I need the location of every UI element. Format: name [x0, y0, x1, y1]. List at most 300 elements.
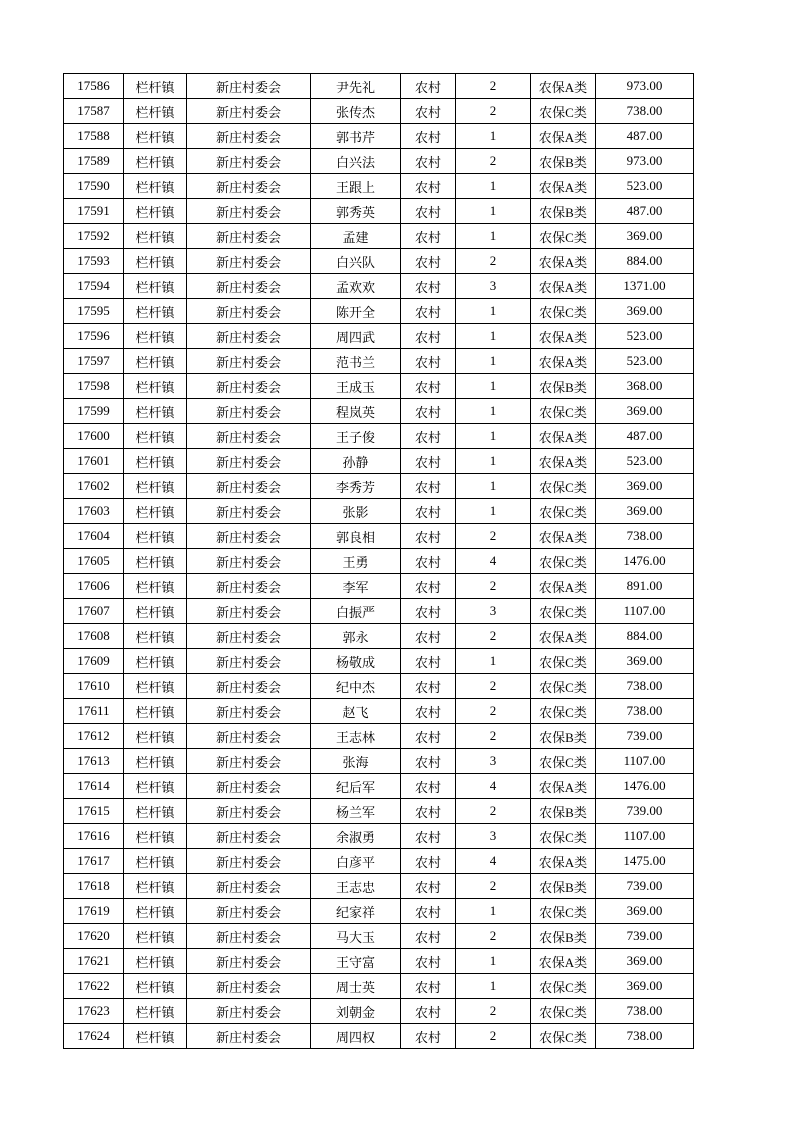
cell-village: 新庄村委会 [187, 524, 311, 549]
cell-town: 栏杆镇 [124, 449, 187, 474]
table-row [64, 399, 694, 424]
cell-type: 农村 [401, 474, 456, 499]
cell-category: 农保C类 [531, 999, 596, 1024]
cell-name: 白兴法 [311, 149, 401, 174]
cell-type: 农村 [401, 649, 456, 674]
cell-village: 新庄村委会 [187, 274, 311, 299]
cell-town: 栏杆镇 [124, 899, 187, 924]
table-row [64, 549, 694, 574]
cell-id: 17620 [64, 924, 124, 949]
table-row [64, 799, 694, 824]
cell-id: 17590 [64, 174, 124, 199]
cell-name: 程岚英 [311, 399, 401, 424]
cell-count: 2 [456, 724, 531, 749]
cell-name: 周四权 [311, 1024, 401, 1049]
cell-amount: 523.00 [596, 449, 694, 474]
cell-town: 栏杆镇 [124, 324, 187, 349]
cell-village: 新庄村委会 [187, 824, 311, 849]
cell-name: 张海 [311, 749, 401, 774]
cell-town: 栏杆镇 [124, 749, 187, 774]
cell-name: 王子俊 [311, 424, 401, 449]
cell-town: 栏杆镇 [124, 524, 187, 549]
cell-count: 1 [456, 474, 531, 499]
cell-type: 农村 [401, 774, 456, 799]
cell-count: 2 [456, 1024, 531, 1049]
cell-category: 农保B类 [531, 199, 596, 224]
cell-name: 范书兰 [311, 349, 401, 374]
cell-amount: 738.00 [596, 999, 694, 1024]
cell-id: 17603 [64, 499, 124, 524]
cell-name: 郭良相 [311, 524, 401, 549]
cell-town: 栏杆镇 [124, 174, 187, 199]
cell-id: 17598 [64, 374, 124, 399]
cell-village: 新庄村委会 [187, 349, 311, 374]
cell-village: 新庄村委会 [187, 774, 311, 799]
cell-amount: 884.00 [596, 249, 694, 274]
cell-category: 农保A类 [531, 624, 596, 649]
cell-id: 17608 [64, 624, 124, 649]
cell-town: 栏杆镇 [124, 199, 187, 224]
cell-name: 马大玉 [311, 924, 401, 949]
cell-town: 栏杆镇 [124, 274, 187, 299]
cell-name: 赵飞 [311, 699, 401, 724]
cell-id: 17612 [64, 724, 124, 749]
cell-category: 农保A类 [531, 849, 596, 874]
cell-category: 农保A类 [531, 449, 596, 474]
cell-category: 农保C类 [531, 299, 596, 324]
cell-amount: 884.00 [596, 624, 694, 649]
cell-name: 孟欢欢 [311, 274, 401, 299]
cell-count: 2 [456, 674, 531, 699]
cell-amount: 1476.00 [596, 549, 694, 574]
table-row [64, 124, 694, 149]
cell-type: 农村 [401, 524, 456, 549]
cell-town: 栏杆镇 [124, 999, 187, 1024]
cell-id: 17616 [64, 824, 124, 849]
cell-id: 17599 [64, 399, 124, 424]
table-row [64, 574, 694, 599]
cell-name: 王志林 [311, 724, 401, 749]
cell-amount: 369.00 [596, 299, 694, 324]
cell-count: 1 [456, 124, 531, 149]
cell-amount: 739.00 [596, 874, 694, 899]
table-row [64, 949, 694, 974]
cell-amount: 973.00 [596, 149, 694, 174]
cell-id: 17615 [64, 799, 124, 824]
cell-type: 农村 [401, 349, 456, 374]
cell-count: 1 [456, 649, 531, 674]
cell-amount: 487.00 [596, 124, 694, 149]
cell-amount: 369.00 [596, 649, 694, 674]
cell-type: 农村 [401, 574, 456, 599]
cell-count: 1 [456, 199, 531, 224]
cell-count: 1 [456, 449, 531, 474]
cell-town: 栏杆镇 [124, 1024, 187, 1049]
cell-type: 农村 [401, 249, 456, 274]
cell-town: 栏杆镇 [124, 249, 187, 274]
table-row [64, 99, 694, 124]
cell-amount: 738.00 [596, 524, 694, 549]
cell-type: 农村 [401, 499, 456, 524]
cell-count: 2 [456, 524, 531, 549]
cell-category: 农保B类 [531, 374, 596, 399]
cell-town: 栏杆镇 [124, 674, 187, 699]
cell-name: 纪家祥 [311, 899, 401, 924]
cell-name: 王勇 [311, 549, 401, 574]
cell-village: 新庄村委会 [187, 574, 311, 599]
cell-type: 农村 [401, 624, 456, 649]
cell-amount: 369.00 [596, 499, 694, 524]
cell-count: 1 [456, 174, 531, 199]
cell-count: 4 [456, 849, 531, 874]
cell-id: 17600 [64, 424, 124, 449]
cell-count: 3 [456, 274, 531, 299]
cell-village: 新庄村委会 [187, 299, 311, 324]
cell-id: 17617 [64, 849, 124, 874]
cell-type: 农村 [401, 849, 456, 874]
cell-town: 栏杆镇 [124, 499, 187, 524]
cell-type: 农村 [401, 274, 456, 299]
table-row [64, 174, 694, 199]
cell-id: 17589 [64, 149, 124, 174]
table-row [64, 699, 694, 724]
cell-type: 农村 [401, 99, 456, 124]
cell-category: 农保C类 [531, 824, 596, 849]
table-row [64, 874, 694, 899]
cell-id: 17592 [64, 224, 124, 249]
table-row [64, 199, 694, 224]
cell-village: 新庄村委会 [187, 949, 311, 974]
cell-count: 3 [456, 599, 531, 624]
cell-id: 17604 [64, 524, 124, 549]
cell-amount: 487.00 [596, 424, 694, 449]
cell-id: 17624 [64, 1024, 124, 1049]
cell-count: 2 [456, 999, 531, 1024]
table-row [64, 299, 694, 324]
cell-category: 农保A类 [531, 124, 596, 149]
table-row [64, 74, 694, 99]
cell-village: 新庄村委会 [187, 699, 311, 724]
cell-id: 17618 [64, 874, 124, 899]
cell-type: 农村 [401, 749, 456, 774]
cell-category: 农保A类 [531, 574, 596, 599]
cell-amount: 369.00 [596, 474, 694, 499]
cell-village: 新庄村委会 [187, 399, 311, 424]
cell-count: 1 [456, 424, 531, 449]
cell-amount: 739.00 [596, 799, 694, 824]
cell-town: 栏杆镇 [124, 974, 187, 999]
cell-town: 栏杆镇 [124, 549, 187, 574]
cell-amount: 369.00 [596, 224, 694, 249]
cell-village: 新庄村委会 [187, 249, 311, 274]
cell-type: 农村 [401, 999, 456, 1024]
cell-amount: 1476.00 [596, 774, 694, 799]
cell-name: 李军 [311, 574, 401, 599]
cell-id: 17613 [64, 749, 124, 774]
cell-count: 1 [456, 499, 531, 524]
table-row [64, 974, 694, 999]
cell-category: 农保C类 [531, 549, 596, 574]
cell-category: 农保A类 [531, 349, 596, 374]
cell-category: 农保C类 [531, 1024, 596, 1049]
cell-count: 3 [456, 824, 531, 849]
cell-village: 新庄村委会 [187, 799, 311, 824]
table-row [64, 899, 694, 924]
cell-count: 2 [456, 699, 531, 724]
cell-name: 尹先礼 [311, 74, 401, 99]
table-row [64, 924, 694, 949]
cell-amount: 739.00 [596, 924, 694, 949]
cell-id: 17606 [64, 574, 124, 599]
cell-village: 新庄村委会 [187, 224, 311, 249]
cell-town: 栏杆镇 [124, 299, 187, 324]
cell-village: 新庄村委会 [187, 899, 311, 924]
cell-id: 17601 [64, 449, 124, 474]
cell-town: 栏杆镇 [124, 424, 187, 449]
table-row [64, 424, 694, 449]
cell-name: 纪中杰 [311, 674, 401, 699]
table-row [64, 249, 694, 274]
cell-category: 农保A类 [531, 249, 596, 274]
cell-count: 1 [456, 949, 531, 974]
cell-amount: 738.00 [596, 674, 694, 699]
table-row [64, 524, 694, 549]
cell-name: 周士英 [311, 974, 401, 999]
cell-id: 17597 [64, 349, 124, 374]
cell-town: 栏杆镇 [124, 649, 187, 674]
cell-town: 栏杆镇 [124, 399, 187, 424]
cell-amount: 369.00 [596, 949, 694, 974]
cell-category: 农保C类 [531, 499, 596, 524]
cell-category: 农保A类 [531, 274, 596, 299]
cell-town: 栏杆镇 [124, 924, 187, 949]
table-row [64, 449, 694, 474]
cell-town: 栏杆镇 [124, 599, 187, 624]
cell-id: 17621 [64, 949, 124, 974]
cell-town: 栏杆镇 [124, 874, 187, 899]
cell-name: 纪后军 [311, 774, 401, 799]
cell-amount: 738.00 [596, 699, 694, 724]
cell-village: 新庄村委会 [187, 849, 311, 874]
cell-type: 农村 [401, 899, 456, 924]
cell-village: 新庄村委会 [187, 449, 311, 474]
records-table-body [64, 74, 694, 1049]
table-row [64, 649, 694, 674]
cell-name: 白振严 [311, 599, 401, 624]
table-row [64, 824, 694, 849]
cell-name: 杨兰军 [311, 799, 401, 824]
table-row [64, 374, 694, 399]
cell-id: 17623 [64, 999, 124, 1024]
table-row [64, 599, 694, 624]
cell-category: 农保B类 [531, 799, 596, 824]
table-row [64, 774, 694, 799]
cell-count: 2 [456, 574, 531, 599]
cell-town: 栏杆镇 [124, 74, 187, 99]
cell-town: 栏杆镇 [124, 374, 187, 399]
cell-amount: 368.00 [596, 374, 694, 399]
cell-category: 农保C类 [531, 474, 596, 499]
cell-type: 农村 [401, 674, 456, 699]
cell-type: 农村 [401, 699, 456, 724]
cell-village: 新庄村委会 [187, 724, 311, 749]
cell-name: 郭秀英 [311, 199, 401, 224]
cell-village: 新庄村委会 [187, 374, 311, 399]
table-row [64, 849, 694, 874]
cell-village: 新庄村委会 [187, 874, 311, 899]
cell-type: 农村 [401, 1024, 456, 1049]
cell-type: 农村 [401, 324, 456, 349]
cell-name: 张传杰 [311, 99, 401, 124]
cell-type: 农村 [401, 974, 456, 999]
cell-town: 栏杆镇 [124, 799, 187, 824]
cell-type: 农村 [401, 549, 456, 574]
table-row [64, 499, 694, 524]
cell-amount: 523.00 [596, 349, 694, 374]
cell-amount: 1107.00 [596, 749, 694, 774]
table-row [64, 324, 694, 349]
cell-category: 农保A类 [531, 524, 596, 549]
cell-name: 张影 [311, 499, 401, 524]
cell-amount: 487.00 [596, 199, 694, 224]
cell-village: 新庄村委会 [187, 999, 311, 1024]
cell-village: 新庄村委会 [187, 124, 311, 149]
cell-category: 农保C类 [531, 99, 596, 124]
cell-type: 农村 [401, 449, 456, 474]
cell-id: 17591 [64, 199, 124, 224]
cell-count: 4 [456, 549, 531, 574]
table-row [64, 349, 694, 374]
table-row [64, 724, 694, 749]
cell-category: 农保A类 [531, 949, 596, 974]
table-row [64, 624, 694, 649]
cell-village: 新庄村委会 [187, 674, 311, 699]
table-row [64, 674, 694, 699]
cell-town: 栏杆镇 [124, 349, 187, 374]
cell-type: 农村 [401, 399, 456, 424]
cell-count: 2 [456, 74, 531, 99]
table-row [64, 749, 694, 774]
cell-count: 1 [456, 399, 531, 424]
cell-count: 3 [456, 749, 531, 774]
cell-count: 2 [456, 99, 531, 124]
table-row [64, 149, 694, 174]
cell-amount: 369.00 [596, 974, 694, 999]
cell-category: 农保C类 [531, 699, 596, 724]
cell-category: 农保C类 [531, 399, 596, 424]
cell-amount: 369.00 [596, 899, 694, 924]
cell-type: 农村 [401, 174, 456, 199]
cell-id: 17622 [64, 974, 124, 999]
cell-category: 农保C类 [531, 599, 596, 624]
cell-count: 1 [456, 974, 531, 999]
cell-town: 栏杆镇 [124, 149, 187, 174]
records-table [63, 73, 694, 1049]
cell-type: 农村 [401, 924, 456, 949]
cell-type: 农村 [401, 599, 456, 624]
cell-count: 4 [456, 774, 531, 799]
cell-village: 新庄村委会 [187, 324, 311, 349]
cell-amount: 523.00 [596, 324, 694, 349]
cell-category: 农保A类 [531, 74, 596, 99]
cell-count: 1 [456, 349, 531, 374]
cell-amount: 1107.00 [596, 824, 694, 849]
cell-id: 17595 [64, 299, 124, 324]
cell-count: 2 [456, 799, 531, 824]
cell-village: 新庄村委会 [187, 749, 311, 774]
cell-village: 新庄村委会 [187, 499, 311, 524]
cell-name: 陈开全 [311, 299, 401, 324]
cell-type: 农村 [401, 874, 456, 899]
table-row [64, 999, 694, 1024]
cell-village: 新庄村委会 [187, 1024, 311, 1049]
cell-category: 农保C类 [531, 974, 596, 999]
cell-id: 17614 [64, 774, 124, 799]
cell-category: 农保B类 [531, 874, 596, 899]
cell-town: 栏杆镇 [124, 699, 187, 724]
cell-type: 农村 [401, 224, 456, 249]
cell-count: 2 [456, 249, 531, 274]
cell-type: 农村 [401, 424, 456, 449]
cell-count: 2 [456, 149, 531, 174]
cell-type: 农村 [401, 724, 456, 749]
cell-count: 1 [456, 899, 531, 924]
cell-id: 17605 [64, 549, 124, 574]
cell-id: 17607 [64, 599, 124, 624]
cell-id: 17586 [64, 74, 124, 99]
cell-amount: 1371.00 [596, 274, 694, 299]
cell-name: 李秀芳 [311, 474, 401, 499]
cell-category: 农保C类 [531, 649, 596, 674]
cell-town: 栏杆镇 [124, 624, 187, 649]
cell-category: 农保C类 [531, 749, 596, 774]
cell-count: 1 [456, 324, 531, 349]
cell-type: 农村 [401, 824, 456, 849]
cell-type: 农村 [401, 199, 456, 224]
cell-category: 农保B类 [531, 924, 596, 949]
cell-category: 农保A类 [531, 424, 596, 449]
cell-id: 17594 [64, 274, 124, 299]
cell-category: 农保B类 [531, 724, 596, 749]
cell-village: 新庄村委会 [187, 649, 311, 674]
cell-category: 农保A类 [531, 324, 596, 349]
cell-name: 郭书芹 [311, 124, 401, 149]
table-row [64, 474, 694, 499]
table-row [64, 274, 694, 299]
cell-name: 白兴队 [311, 249, 401, 274]
cell-amount: 523.00 [596, 174, 694, 199]
cell-type: 农村 [401, 799, 456, 824]
cell-id: 17596 [64, 324, 124, 349]
cell-town: 栏杆镇 [124, 574, 187, 599]
cell-town: 栏杆镇 [124, 474, 187, 499]
cell-count: 1 [456, 224, 531, 249]
cell-id: 17609 [64, 649, 124, 674]
cell-town: 栏杆镇 [124, 849, 187, 874]
cell-town: 栏杆镇 [124, 724, 187, 749]
cell-town: 栏杆镇 [124, 824, 187, 849]
cell-id: 17587 [64, 99, 124, 124]
cell-village: 新庄村委会 [187, 624, 311, 649]
cell-id: 17588 [64, 124, 124, 149]
cell-name: 周四武 [311, 324, 401, 349]
cell-village: 新庄村委会 [187, 424, 311, 449]
cell-name: 余淑勇 [311, 824, 401, 849]
cell-type: 农村 [401, 149, 456, 174]
cell-name: 王成玉 [311, 374, 401, 399]
cell-name: 孟建 [311, 224, 401, 249]
table-row [64, 224, 694, 249]
